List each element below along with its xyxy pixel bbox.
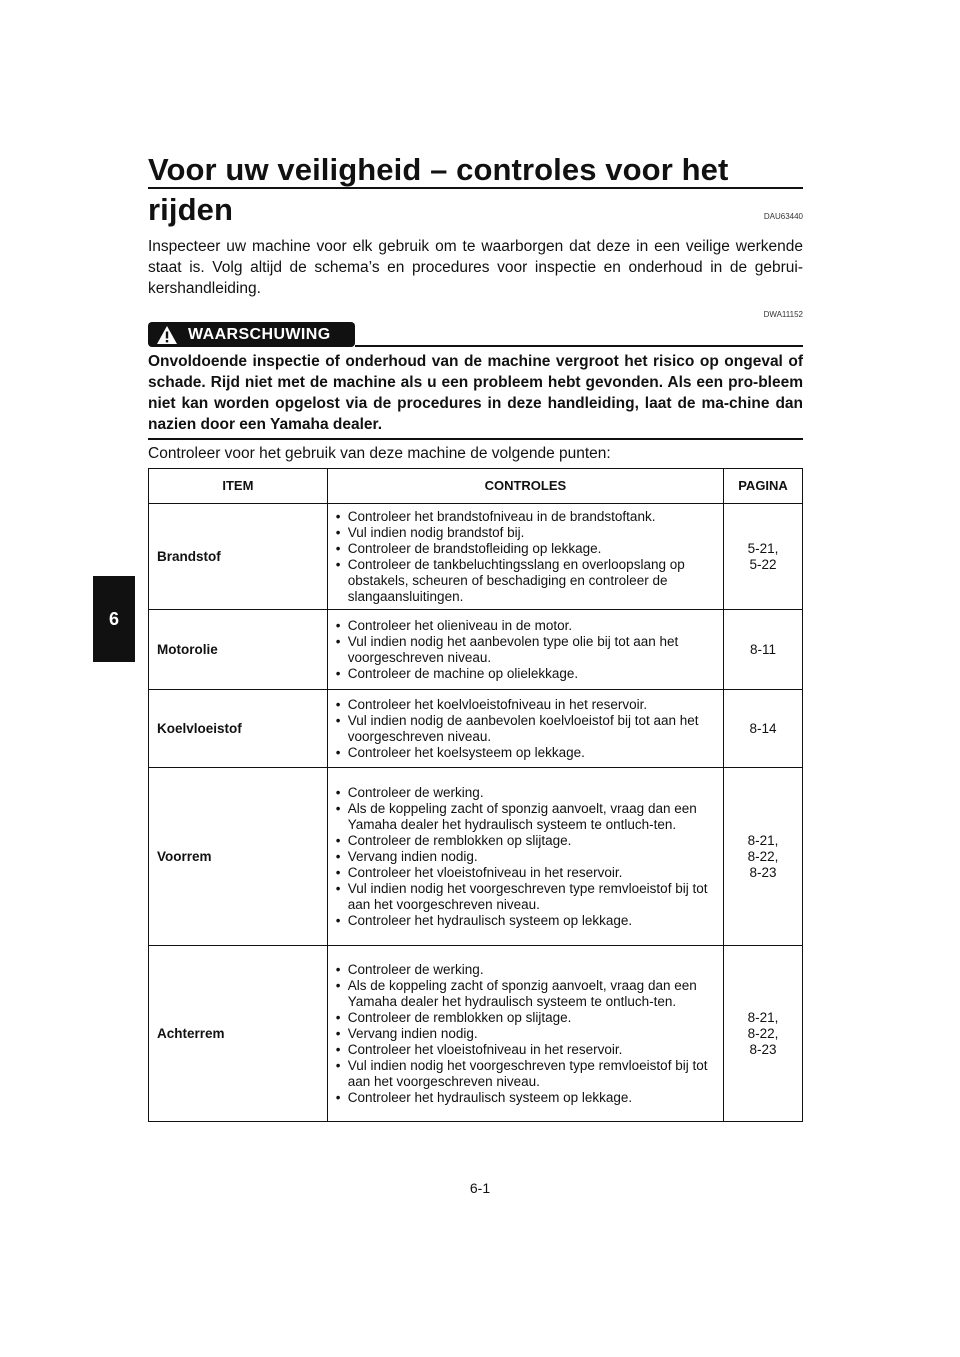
check-item: • Controleer het brandstofniveau in de brandstoftank. <box>336 509 717 525</box>
table-row <box>149 768 803 946</box>
header-item: ITEM <box>149 469 328 504</box>
check-item: • Controleer het hydraulisch systeem op lekkage. <box>336 1090 717 1106</box>
item-name: Koelvloeistof <box>149 690 328 768</box>
checks-cell <box>327 768 723 946</box>
check-item: • Vervang indien nodig. <box>336 849 717 865</box>
item-name: Achterrem <box>149 946 328 1122</box>
table-row <box>149 610 803 690</box>
checks-cell <box>327 946 723 1122</box>
warning-rule <box>355 345 803 347</box>
check-item: • Controleer het olieniveau in de motor. <box>336 618 717 634</box>
check-item: • Controleer het koelvloeistofniveau in het reservoir. <box>336 697 717 713</box>
page-ref: 8-23 <box>749 1041 777 1057</box>
check-item: • Controleer het koelsysteem op lekkage. <box>336 745 717 761</box>
checks-cell <box>327 504 723 610</box>
table-row <box>149 690 803 768</box>
check-item: • Controleer de tankbeluchtingsslang en overloopslang op obstakels, scheuren of beschadiging en controleer de slangaansluitingen. <box>336 557 717 605</box>
check-item: • Controleer het vloeistofniveau in het reservoir. <box>336 865 717 881</box>
check-item: • Als de koppeling zacht of sponzig aanvoelt, vraag dan een Yamaha dealer het hydraulisch systeem te ontluch-ten. <box>336 801 717 833</box>
item-name: Motorolie <box>149 610 328 690</box>
warning-text: Onvoldoende inspectie of onderhoud van de machine vergroot het risico op ongeval of schade. Rijd niet met de machine als u een probleem hebt gevonden. Als een pro-bleem niet kan worden opgelost via de procedures in deze handleiding, laat de ma-chine dan nazien door een Yamaha dealer. <box>148 353 803 433</box>
page-number: 6-1 <box>469 1180 491 1196</box>
checks-cell <box>327 610 723 690</box>
check-item: • Vul indien nodig het aanbevolen type olie bij tot aan het voorgeschreven niveau. <box>336 634 717 666</box>
chapter-tab: 6 <box>93 576 135 662</box>
intro-paragraph: Inspecteer uw machine voor elk gebruik om te waarborgen dat deze in een veilige werkende staat is. Volg altijd de schema’s en procedures voor inspectie en onderhoud in de gebrui-kershandleiding. <box>148 238 803 297</box>
check-item: • Vervang indien nodig. <box>336 1026 717 1042</box>
document-code-warning: DWA11152 <box>763 310 803 319</box>
page-ref: 8-22, <box>747 1025 779 1041</box>
page-ref: 8-11 <box>750 641 777 657</box>
page-ref-cell <box>724 610 803 690</box>
check-item: • Controleer het hydraulisch systeem op lekkage. <box>336 913 717 929</box>
document-code-intro: DAU63440 <box>763 212 803 221</box>
check-item: • Controleer de remblokken op slijtage. <box>336 833 717 849</box>
title-rule <box>148 187 803 189</box>
check-item: • Vul indien nodig het voorgeschreven type remvloeistof bij tot aan het voorgeschreven niveau. <box>336 1058 717 1090</box>
check-item: • Controleer de machine op olielekkage. <box>336 666 717 682</box>
check-item: • Controleer de remblokken op slijtage. <box>336 1010 717 1026</box>
page-ref: 8-21, <box>747 1009 779 1025</box>
page-ref: 8-23 <box>749 864 777 880</box>
item-name: Brandstof <box>149 504 328 610</box>
table-lead-text: Controleer voor het gebruik van deze machine de volgende punten: <box>148 445 611 462</box>
table-row <box>149 946 803 1122</box>
page-title: Voor uw veiligheid – controles voor het rijden <box>148 152 729 227</box>
page-ref-cell <box>724 768 803 946</box>
check-item: • Vul indien nodig de aanbevolen koelvloeistof bij tot aan het voorgeschreven niveau. <box>336 713 717 745</box>
page-ref: 5-22 <box>749 556 777 572</box>
header-checks: CONTROLES <box>327 469 723 504</box>
header-page: PAGINA <box>724 469 803 504</box>
warning-bottom-rule <box>148 438 803 440</box>
warning-badge <box>148 322 355 347</box>
checks-cell <box>327 690 723 768</box>
check-item: • Controleer de werking. <box>336 785 717 801</box>
check-item: • Controleer de werking. <box>336 962 717 978</box>
warning-triangle-icon <box>156 325 178 345</box>
check-item: • Controleer het vloeistofniveau in het reservoir. <box>336 1042 717 1058</box>
page-ref-cell <box>724 946 803 1122</box>
table-row <box>149 504 803 610</box>
check-item: • Als de koppeling zacht of sponzig aanvoelt, vraag dan een Yamaha dealer het hydraulisch systeem te ontluch-ten. <box>336 978 717 1010</box>
check-item: • Controleer de brandstofleiding op lekkage. <box>336 541 717 557</box>
pre-ride-checks-table <box>148 468 803 1122</box>
item-name: Voorrem <box>149 768 328 946</box>
page-ref-cell <box>724 504 803 610</box>
page-ref: 8-21, <box>747 832 779 848</box>
warning-label: WAARSCHUWING <box>188 325 331 343</box>
check-item: • Vul indien nodig het voorgeschreven type remvloeistof bij tot aan het voorgeschreven niveau. <box>336 881 717 913</box>
page-ref: 8-22, <box>747 848 779 864</box>
page-ref-cell <box>724 690 803 768</box>
page-ref: 8-14 <box>749 720 777 736</box>
page-ref: 5-21, <box>747 540 779 556</box>
check-item: • Vul indien nodig brandstof bij. <box>336 525 717 541</box>
table-header-row <box>149 469 803 504</box>
